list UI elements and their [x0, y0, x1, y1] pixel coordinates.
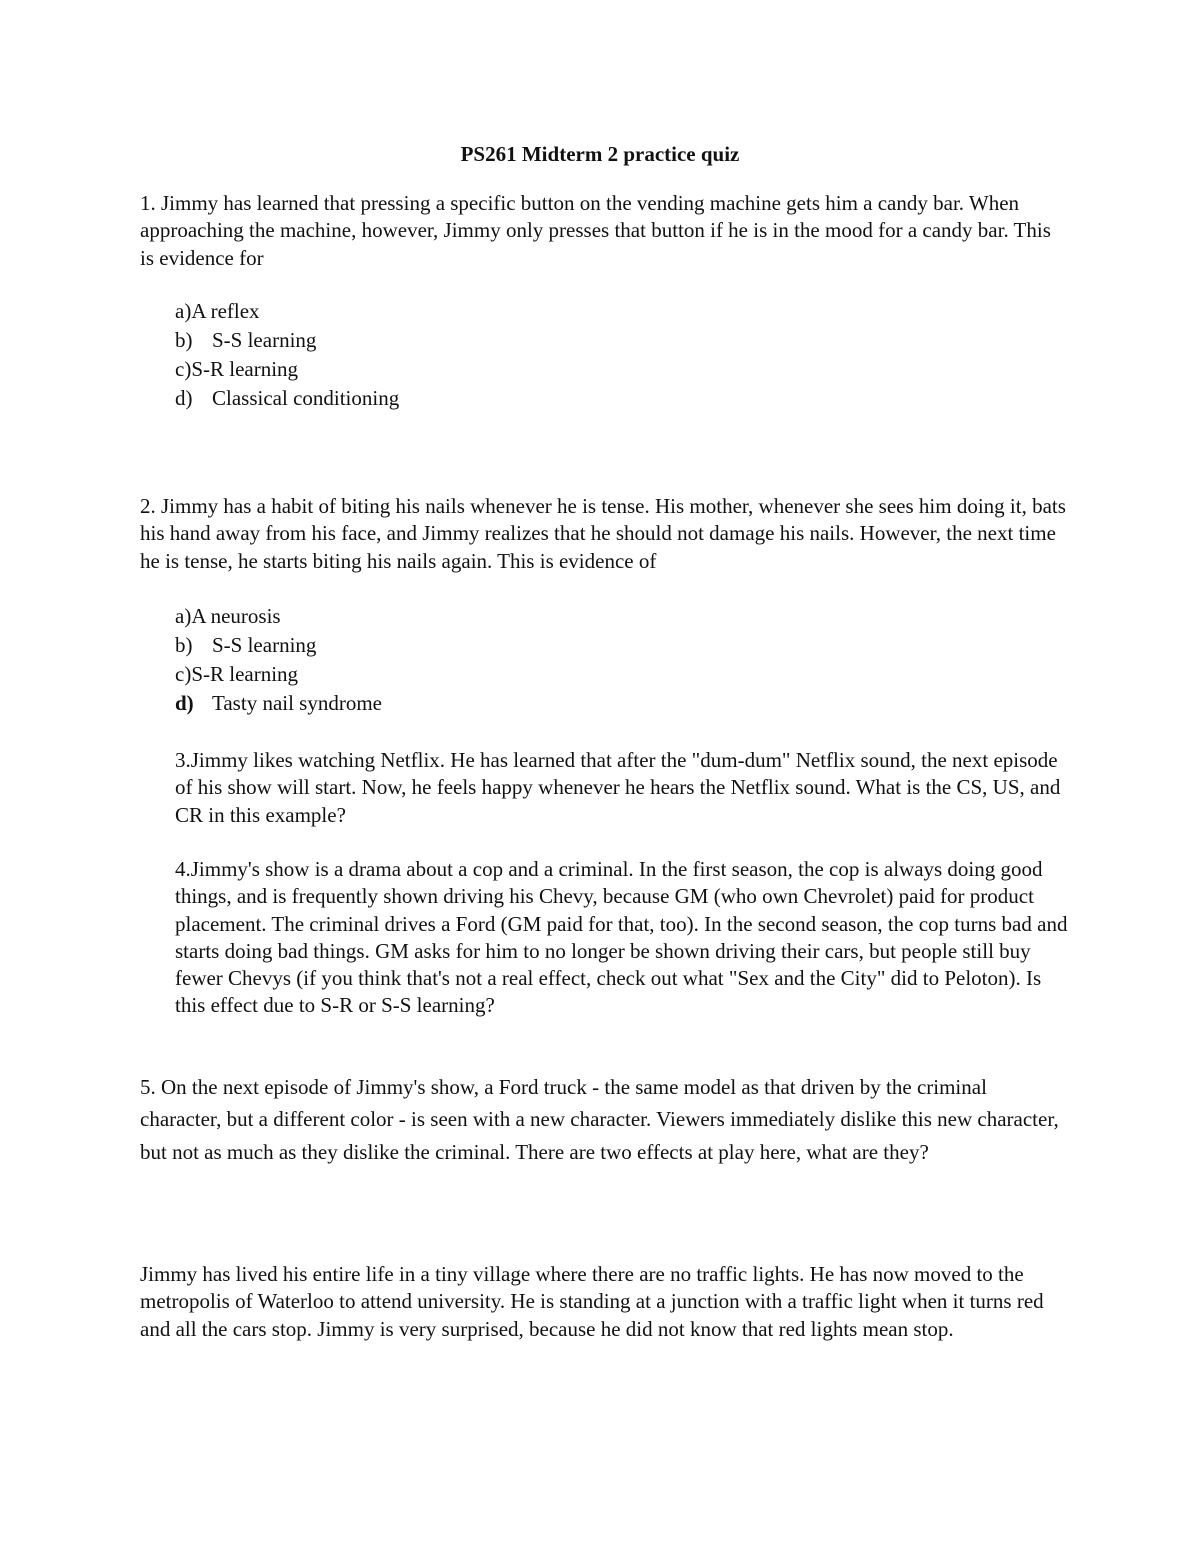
option-letter: d): [175, 386, 193, 410]
page-title: PS261 Midterm 2 practice quiz: [460, 142, 740, 166]
answer-option: [175, 631, 382, 660]
answer-option: [175, 326, 399, 355]
question-5-text: 5. On the next episode of Jimmy's show, a Ford truck - the same model as that driven by the criminal character, but a different color - is seen with a new character. Viewers immediately dislike this new character, but not as much as they dislike the criminal. There are two effects at play here, what are they?: [140, 1075, 1059, 1164]
question-1-text: 1. Jimmy has learned that pressing a specific button on the vending machine gets him a candy bar. When approaching the machine, however, Jimmy only presses that button if he is in the mood for a candy bar. This is evidence for: [140, 191, 1051, 270]
answer-option: [175, 355, 399, 384]
option-text: S-R learning: [191, 662, 299, 686]
option-letter: c): [175, 662, 192, 686]
option-text: A reflex: [191, 299, 260, 323]
answer-option: [175, 660, 382, 689]
option-text: Classical conditioning: [212, 386, 400, 410]
question-1-options: [175, 297, 399, 413]
answer-option: [175, 689, 382, 718]
question-2-options: [175, 602, 382, 718]
answer-option: [175, 297, 399, 326]
option-letter: d): [175, 691, 194, 715]
option-letter: a): [175, 299, 192, 323]
option-text: S-S learning: [212, 633, 317, 657]
question-6-text: Jimmy has lived his entire life in a tiny village where there are no traffic lights. He has now moved to the metropolis of Waterloo to attend university. He is standing at a junction with a traffic light when it turns red and all the cars stop. Jimmy is very surprised, because he did not know that red lights mean stop.: [140, 1262, 1044, 1341]
answer-option: [175, 602, 382, 631]
option-text: A neurosis: [191, 604, 281, 628]
answer-option: [175, 384, 399, 413]
option-text: Tasty nail syndrome: [212, 691, 382, 715]
question-4-text: 4.Jimmy's show is a drama about a cop and a criminal. In the first season, the cop is always doing good things, and is frequently shown driving his Chevy, because GM (who own Chevrolet) paid for product placement. The criminal drives a Ford (GM paid for that, too). In the second season, the cop turns bad and starts doing bad things. GM asks for him to no longer be shown driving their cars, but people still buy fewer Chevys (if you think that's not a real effect, check out what "Sex and the City" did to Peloton). Is this effect due to S-R or S-S learning?: [175, 857, 1068, 1018]
question-2-text: 2. Jimmy has a habit of biting his nails whenever he is tense. His mother, whenever she sees him doing it, bats his hand away from his face, and Jimmy realizes that he should not damage his nails. However, the next time he is tense, he starts biting his nails again. This is evidence of: [140, 494, 1066, 573]
option-text: S-S learning: [212, 328, 317, 352]
option-letter: b): [175, 633, 193, 657]
option-letter: c): [175, 357, 192, 381]
option-text: S-R learning: [191, 357, 299, 381]
option-letter: a): [175, 604, 192, 628]
question-3-text: 3.Jimmy likes watching Netflix. He has learned that after the "dum-dum" Netflix sound, the next episode of his show will start. Now, he feels happy whenever he hears the Netflix sound. What is the CS, US, and CR in this example?: [175, 748, 1061, 827]
option-letter: b): [175, 328, 193, 352]
